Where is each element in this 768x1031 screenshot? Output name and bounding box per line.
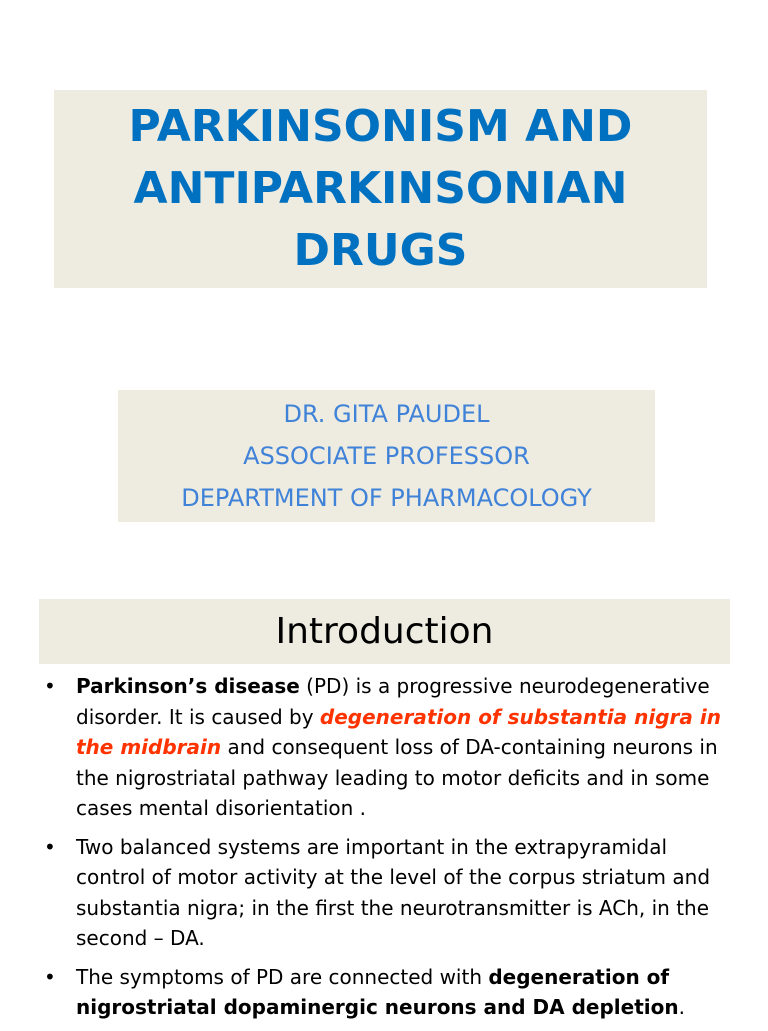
bullet-3-part-2: degeneration of nigrostriatal dopaminergic neurons and DA depletion: [76, 964, 679, 1019]
author-position: ASSOCIATE PROFESSOR: [243, 442, 530, 470]
bullet-2-text: Two balanced systems are important in the extrapyramidal control of motor activity at the level of the corpus striatum and substantia nigra; in the first the neurotransmitter is ACh, in the second – DA.: [76, 834, 711, 950]
bullet-dot-icon: •: [44, 834, 56, 859]
author-name: DR. GITA PAUDEL: [283, 400, 490, 428]
section-heading-box: [39, 599, 730, 664]
bullet-item: [40, 962, 740, 1023]
bullet-1-part-4: and consequent loss of DA-containing neurons in the nigrostriatal pathway leading to motor deficits and in some cases mental disorientation .: [76, 735, 718, 820]
title-line-3: DRUGS: [293, 225, 468, 276]
section-heading: Introduction: [275, 611, 494, 652]
author-box: [118, 390, 655, 522]
bullet-1-part-1: Parkinson’s disease: [76, 674, 300, 698]
bullet-3-part-3: .: [678, 995, 685, 1019]
bullet-1-highlight: degeneration of substantia nigra in the midbrain: [76, 704, 721, 759]
bullet-item: [40, 832, 740, 954]
title-line-1: PARKINSONISM AND: [128, 101, 633, 152]
bullet-item: [40, 671, 740, 824]
title-box: [54, 90, 707, 288]
bullet-dot-icon: •: [44, 964, 56, 989]
bullet-3-part-1: The symptoms of PD are connected with: [76, 964, 489, 989]
title-line-2: ANTIPARKINSONIAN: [133, 163, 628, 214]
bullet-dot-icon: •: [44, 674, 56, 698]
bullet-list: [40, 671, 740, 1031]
slide-title: [129, 96, 633, 282]
bullet-1-part-2: (PD) is a progressive neurodegenerative disorder. It is caused by: [76, 674, 710, 729]
author-department: DEPARTMENT OF PHARMACOLOGY: [181, 484, 592, 512]
